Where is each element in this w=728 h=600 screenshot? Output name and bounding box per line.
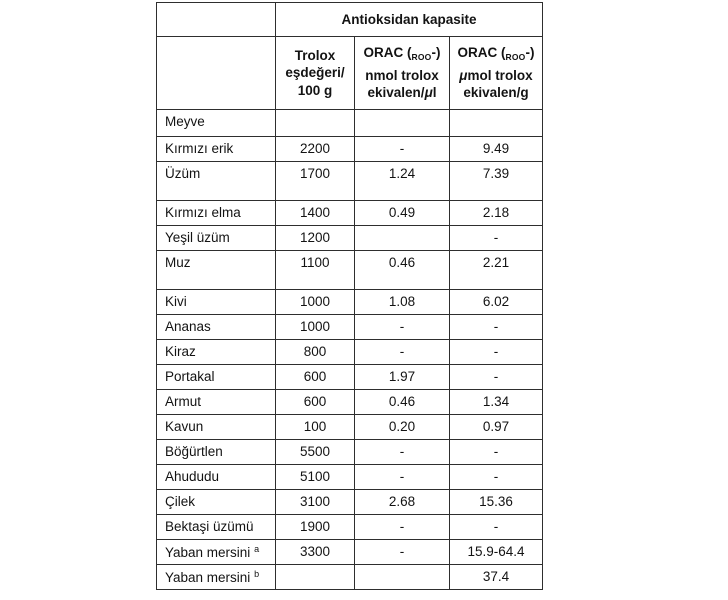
table-row	[157, 490, 543, 515]
trolox-value-cell: 1200	[276, 226, 355, 251]
trolox-value-cell: 600	[276, 390, 355, 415]
col-header-trolox	[276, 37, 355, 110]
orac-umol-value-cell: 0.97	[450, 415, 543, 440]
orac-umol-value-cell: 2.21	[450, 251, 543, 290]
orac-nmol-value-cell: 0.49	[355, 201, 450, 226]
footnote-marker: b	[254, 569, 260, 579]
fruit-name-cell: Kavun	[157, 415, 276, 440]
antioxidant-capacity-table	[156, 2, 543, 590]
orac-umol-value-cell: 15.36	[450, 490, 543, 515]
span-header-row	[157, 3, 543, 37]
orac-umol-value-cell: 6.02	[450, 290, 543, 315]
orac-nmol-value-cell: 2.68	[355, 490, 450, 515]
trolox-value-cell: 1000	[276, 315, 355, 340]
table-row	[157, 390, 543, 415]
fruit-name-cell: Muz	[157, 251, 276, 290]
table-row	[157, 226, 543, 251]
orac-umol-value-cell: -	[450, 515, 543, 540]
table-row	[157, 290, 543, 315]
trolox-value-cell: 2200	[276, 137, 355, 162]
fruit-name-cell: Yaban mersini $^a$	[157, 540, 276, 565]
fruit-name-cell: Böğürtlen	[157, 440, 276, 465]
table-title: Antioksidan kapasite	[276, 3, 543, 37]
orac-nmol-value-cell	[355, 565, 450, 590]
fruit-name-cell: Kırmızı erik	[157, 137, 276, 162]
column-header-row	[157, 37, 543, 110]
table-row	[157, 315, 543, 340]
orac-umol-value-cell: 9.49	[450, 137, 543, 162]
orac-nmol-value-cell: 1.97	[355, 365, 450, 390]
orac-umol-value-cell: -	[450, 440, 543, 465]
table-row	[157, 415, 543, 440]
orac-umol-value-cell: -	[450, 315, 543, 340]
orac-umol-value-cell: 15.9-64.4	[450, 540, 543, 565]
table-row	[157, 440, 543, 465]
fruit-name-cell: Kiraz	[157, 340, 276, 365]
footnote-marker: a	[254, 544, 260, 554]
trolox-value-cell: 1900	[276, 515, 355, 540]
orac-umol-value-cell: 2.18	[450, 201, 543, 226]
empty-cell	[276, 110, 355, 137]
fruit-name-cell: Ananas	[157, 315, 276, 340]
trolox-value-cell: 100	[276, 415, 355, 440]
fruit-name-cell: Kırmızı elma	[157, 201, 276, 226]
col-header-orac-nmol	[355, 37, 450, 110]
fruit-name-cell: Çilek	[157, 490, 276, 515]
empty-corner-cell	[157, 37, 276, 110]
empty-cell	[450, 110, 543, 137]
table-row	[157, 515, 543, 540]
table-row	[157, 540, 543, 565]
orac-umol-value-cell: 1.34	[450, 390, 543, 415]
orac-nmol-value-cell	[355, 226, 450, 251]
orac-nmol-value-cell: -	[355, 315, 450, 340]
table-row	[157, 251, 543, 290]
header-line: ekivalen/g	[463, 85, 529, 101]
radical-subscript: ROO	[505, 52, 526, 63]
micro-symbol: μ	[424, 85, 433, 101]
trolox-value-cell: 5100	[276, 465, 355, 490]
trolox-value-cell: 1400	[276, 201, 355, 226]
fruit-rows-body	[157, 110, 543, 590]
header-line: ekivalen/μl	[367, 85, 437, 101]
trolox-value-cell: 1000	[276, 290, 355, 315]
orac-nmol-value-cell: -	[355, 465, 450, 490]
table-row	[157, 201, 543, 226]
trolox-value-cell: 1100	[276, 251, 355, 290]
fruit-name-cell: Bektaşi üzümü	[157, 515, 276, 540]
table-row	[157, 162, 543, 201]
trolox-value-cell: 3100	[276, 490, 355, 515]
table-row	[157, 465, 543, 490]
orac-nmol-value-cell: 1.08	[355, 290, 450, 315]
trolox-value-cell: 600	[276, 365, 355, 390]
orac-nmol-value-cell: -	[355, 137, 450, 162]
header-line: Trolox	[294, 47, 336, 63]
orac-nmol-value-cell: -	[355, 515, 450, 540]
header-line: eşdeğeri/	[285, 65, 345, 81]
fruit-name-cell: Kivi	[157, 290, 276, 315]
group-label-cell: Meyve	[157, 110, 276, 137]
header-line: ORAC $(_{ROO}-)$	[457, 45, 535, 63]
fruit-name-cell: Üzüm	[157, 162, 276, 201]
fruit-name-cell: Ahududu	[157, 465, 276, 490]
fruit-name-cell: Armut	[157, 390, 276, 415]
col-header-orac-umol	[450, 37, 543, 110]
fruit-name-cell: Yeşil üzüm	[157, 226, 276, 251]
table-row	[157, 565, 543, 590]
trolox-value-cell: 3300	[276, 540, 355, 565]
trolox-value-cell: 800	[276, 340, 355, 365]
orac-nmol-value-cell: 0.46	[355, 390, 450, 415]
trolox-value-cell: 5500	[276, 440, 355, 465]
table-row	[157, 137, 543, 162]
radical-subscript: ROO	[411, 52, 432, 63]
group-header-row	[157, 110, 543, 137]
empty-cell	[355, 110, 450, 137]
trolox-value-cell	[276, 565, 355, 590]
orac-umol-value-cell: 37.4	[450, 565, 543, 590]
orac-nmol-value-cell: -	[355, 540, 450, 565]
fruit-name-cell: Yaban mersini $^b$	[157, 565, 276, 590]
empty-corner-cell	[157, 3, 276, 37]
orac-umol-value-cell: -	[450, 226, 543, 251]
header-line: nmol trolox	[365, 67, 439, 83]
table-row	[157, 365, 543, 390]
orac-nmol-value-cell: 1.24	[355, 162, 450, 201]
header-line: ORAC $(_{ROO}-)$	[363, 45, 441, 63]
trolox-value-cell: 1700	[276, 162, 355, 201]
orac-umol-value-cell: 7.39	[450, 162, 543, 201]
table-row	[157, 340, 543, 365]
orac-nmol-value-cell: -	[355, 440, 450, 465]
orac-nmol-value-cell: 0.46	[355, 251, 450, 290]
orac-umol-value-cell: -	[450, 465, 543, 490]
orac-nmol-value-cell: -	[355, 340, 450, 365]
orac-nmol-value-cell: 0.20	[355, 415, 450, 440]
orac-umol-value-cell: -	[450, 365, 543, 390]
header-line: 100 g	[297, 82, 333, 98]
orac-umol-value-cell: -	[450, 340, 543, 365]
micro-symbol: μ	[459, 67, 468, 83]
fruit-name-cell: Portakal	[157, 365, 276, 390]
header-line: μmol trolox	[459, 67, 533, 83]
